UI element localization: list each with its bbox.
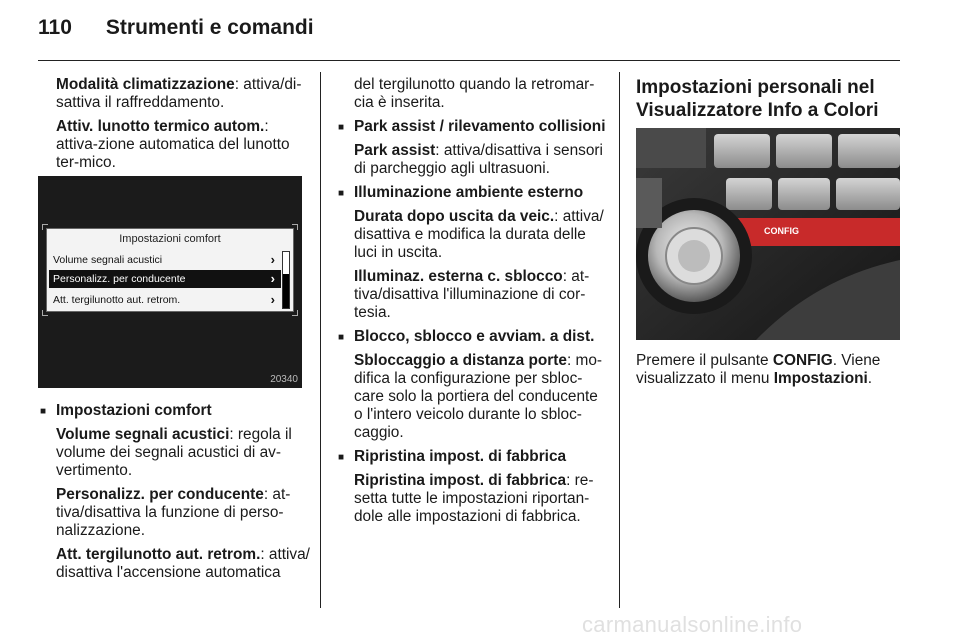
bullet-comfort-settings: ■ Impostazioni comfort <box>40 402 312 420</box>
section-heading: Impostazioni personali nel Visualizzatore Info a Colori <box>636 77 879 121</box>
paragraph-beep-volume: Volume segnali acustici: regola il volume dei segnali acustici di av-vertimento. <box>56 426 292 479</box>
config-button-label: CONFIG <box>764 226 799 236</box>
figure-number: 20340 <box>270 374 298 385</box>
bullet-remote-lock: ■ Blocco, sblocco e avviam. a dist. <box>338 328 608 346</box>
paragraph-driver-personalization: Personalizz. per conducente: at-tiva/disattiva la funzione di perso-nalizzazione. <box>56 486 291 539</box>
page-header <box>38 16 314 40</box>
instruction-text: Premere il pulsante CONFIG. Viene visualizzato il menu Impostazioni. <box>636 352 881 387</box>
chevron-right-icon: › <box>270 271 275 286</box>
column-divider-2 <box>619 72 620 608</box>
page-number: 110 <box>38 16 72 39</box>
menu-item: Att. tergilunotto aut. retrom. › <box>53 292 275 307</box>
chevron-right-icon: › <box>270 292 275 307</box>
settings-menu-panel <box>46 228 294 312</box>
comfort-settings-screen-figure <box>38 176 302 388</box>
paragraph-rear-wiper: Att. tergilunotto aut. retrom.: attiva/ disattiva l'accensione automatica <box>56 546 310 581</box>
header-rule <box>38 60 900 61</box>
paragraph-unlock-lighting: Illuminaz. esterna c. sblocco: at-tiva/disattiva l'illuminazione di cor-tesia. <box>354 268 590 321</box>
bullet-exterior-lighting: ■ Illuminazione ambiente esterno <box>338 184 608 202</box>
console-illustration <box>636 128 900 340</box>
paragraph-factory-reset: Ripristina impost. di fabbrica: re-setta tutte le impostazioni riportan-dole alle impostazioni di fabbrica. <box>354 472 594 525</box>
watermark: carmanualsonline.info <box>582 612 803 637</box>
column-divider-1 <box>320 72 321 608</box>
bullet-park-assist: ■ Park assist / rilevamento collisioni <box>338 118 608 136</box>
column-2 <box>338 76 608 532</box>
paragraph-exit-duration: Durata dopo uscita da veic.: attiva/ disattiva e modifica la durata delle luci in uscita. <box>354 208 604 261</box>
column-1-bottom <box>40 402 312 588</box>
menu-title: Impostazioni comfort <box>119 233 221 245</box>
menu-item-selected: Personalizz. per conducente › <box>49 270 281 288</box>
paragraph-remote-unlock: Sbloccaggio a distanza porte: mo-difica la configurazione per sbloc-care solo la portiera del conducente o l'intero veicolo durante lo sbloc-caggio. <box>354 352 603 441</box>
console-photo <box>636 128 900 340</box>
section-title: Strumenti e comandi <box>105 16 314 39</box>
paragraph-park-assist: Park assist: attiva/disattiva i sensori di parcheggio agli ultrasuoni. <box>354 142 603 177</box>
column-1-top <box>56 76 310 178</box>
chevron-right-icon: › <box>270 252 275 267</box>
menu-scrollbar <box>282 251 290 309</box>
bullet-factory-reset: ■ Ripristina impost. di fabbrica <box>338 448 608 466</box>
paragraph-rear-defrost: Attiv. lunotto termico autom.: attiva-zione automatica del lunotto ter-mico. <box>56 118 290 171</box>
menu-item: Volume segnali acustici › <box>53 252 275 267</box>
paragraph-climate-mode: Modalità climatizzazione: attiva/di-sattiva il raffreddamento. <box>56 76 302 111</box>
paragraph-continued: del tergilunotto quando la retromar-cia è inserita. <box>354 76 595 111</box>
